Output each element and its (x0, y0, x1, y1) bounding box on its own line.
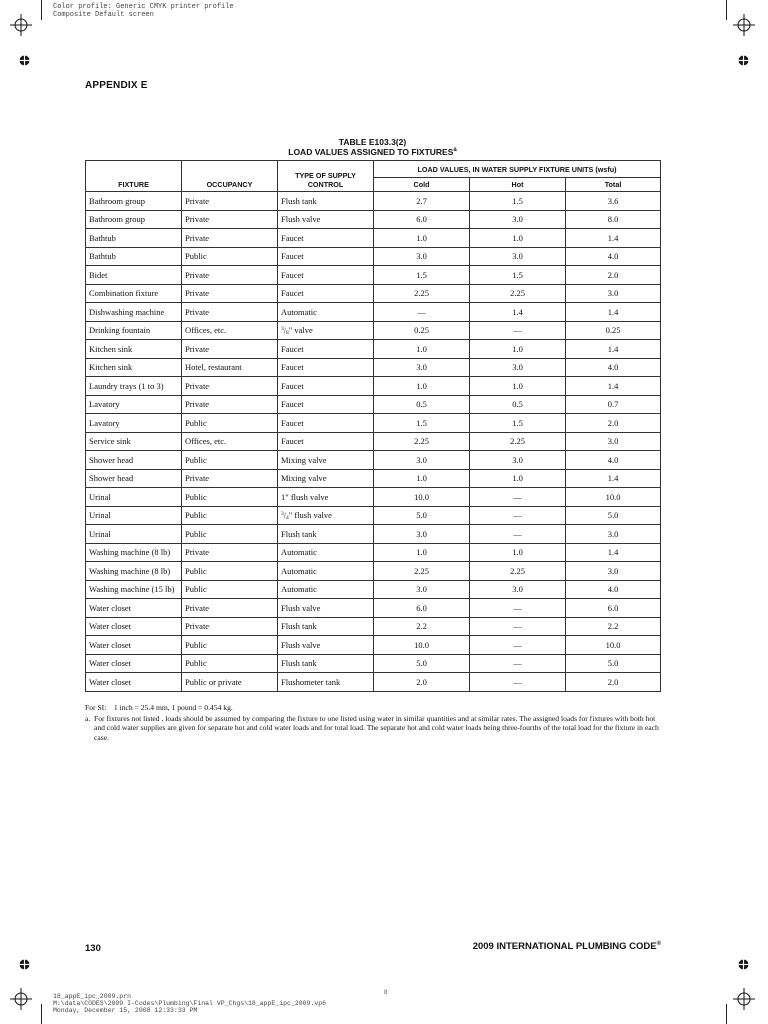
supply-control-cell: Flush valve (278, 210, 374, 229)
total-load-cell: 2.2 (566, 617, 661, 636)
hot-load-cell: 2.25 (470, 562, 566, 581)
supply-control-cell: Flush tank (278, 654, 374, 673)
table-row (86, 432, 661, 451)
cold-load-cell: 5.0 (374, 654, 470, 673)
hot-load-cell: 2.25 (470, 432, 566, 451)
occupancy-cell: Private (182, 266, 278, 285)
table-notes (85, 703, 665, 742)
total-load-cell: 0.7 (566, 395, 661, 414)
hot-load-cell: 1.0 (470, 543, 566, 562)
footnote-a-label: a. (85, 713, 91, 723)
fraction-denominator: 4 (285, 514, 289, 521)
total-load-cell: 4.0 (566, 580, 661, 599)
total-load-cell: 4.0 (566, 358, 661, 377)
occupancy-cell: Offices, etc. (182, 432, 278, 451)
print-file-line: M:\data\CODES\2009 I-Codes\Plumbing\Final VP_Chgs\18_appE_ipc_2009.vp6 (53, 1000, 327, 1007)
fixture-cell: Bathtub (86, 229, 182, 248)
table-row (86, 340, 661, 359)
total-load-cell: 2.0 (566, 673, 661, 692)
crop-mark (726, 0, 727, 20)
cold-load-cell: 2.0 (374, 673, 470, 692)
cold-load-cell: 0.25 (374, 321, 470, 340)
cold-load-cell: 3.0 (374, 451, 470, 470)
cold-load-cell: 1.0 (374, 340, 470, 359)
cold-load-cell: 1.5 (374, 414, 470, 433)
hot-load-cell: — (470, 525, 566, 544)
cold-load-cell: 1.0 (374, 377, 470, 396)
total-load-cell: 6.0 (566, 599, 661, 618)
cold-load-cell: 6.0 (374, 210, 470, 229)
hot-load-cell: 1.4 (470, 303, 566, 322)
fraction-denominator: 8 (285, 329, 289, 336)
table-row (86, 210, 661, 229)
total-load-cell: 1.4 (566, 469, 661, 488)
cold-load-cell: 3.0 (374, 525, 470, 544)
table-row (86, 303, 661, 322)
registered-mark: ® (656, 941, 661, 947)
fixture-cell: Urinal (86, 506, 182, 525)
occupancy-cell: Private (182, 395, 278, 414)
target-mark-icon (737, 958, 750, 971)
supply-control-cell: Faucet (278, 340, 374, 359)
occupancy-cell: Private (182, 229, 278, 248)
table-row (86, 395, 661, 414)
total-load-cell: 2.0 (566, 266, 661, 285)
cold-load-cell: 1.5 (374, 266, 470, 285)
fraction-numerator: 3 (281, 510, 284, 517)
table-row (86, 414, 661, 433)
supply-control-cell: Automatic (278, 543, 374, 562)
cold-load-cell: 2.25 (374, 432, 470, 451)
hot-load-cell: 3.0 (470, 451, 566, 470)
supply-control-cell: Flush tank (278, 525, 374, 544)
hot-load-cell: — (470, 673, 566, 692)
hot-load-cell: 3.0 (470, 210, 566, 229)
table-row (86, 358, 661, 377)
cold-load-cell: 2.25 (374, 562, 470, 581)
occupancy-cell: Public (182, 451, 278, 470)
occupancy-cell: Public (182, 247, 278, 266)
occupancy-cell: Public or private (182, 673, 278, 692)
fraction-slash: / (283, 510, 286, 520)
table-row (86, 247, 661, 266)
supply-control-cell: Mixing valve (278, 451, 374, 470)
fixture-cell: Urinal (86, 525, 182, 544)
hot-load-cell: 0.5 (470, 395, 566, 414)
print-profile-line: Composite Default screen (53, 11, 154, 19)
supply-control-cell: Mixing valve (278, 469, 374, 488)
page-number: 130 (85, 943, 101, 954)
registration-mark-icon (10, 988, 32, 1010)
fixture-cell: Shower head (86, 451, 182, 470)
cold-load-cell: 6.0 (374, 599, 470, 618)
total-load-cell: 3.0 (566, 562, 661, 581)
occupancy-cell: Private (182, 284, 278, 303)
load-values-table (85, 160, 661, 692)
supply-control-cell: Automatic (278, 303, 374, 322)
total-load-cell: 1.4 (566, 377, 661, 396)
total-load-cell: 1.4 (566, 303, 661, 322)
cold-load-cell: 0.5 (374, 395, 470, 414)
total-load-cell: 1.4 (566, 543, 661, 562)
hot-load-cell: 1.5 (470, 266, 566, 285)
fixture-cell: Urinal (86, 488, 182, 507)
fixture-cell: Water closet (86, 673, 182, 692)
table-row (86, 377, 661, 396)
table-title-footnote-mark: a (453, 147, 457, 154)
supply-control-cell (278, 321, 374, 340)
fixture-cell: Bathtub (86, 247, 182, 266)
supply-control-cell: Flushometer tank (278, 673, 374, 692)
total-load-cell: 10.0 (566, 636, 661, 655)
total-load-cell: 4.0 (566, 247, 661, 266)
total-load-cell: 3.0 (566, 525, 661, 544)
occupancy-cell: Private (182, 599, 278, 618)
footnote-a (85, 714, 665, 743)
fixture-cell: Bathroom group (86, 192, 182, 211)
total-load-cell: 3.0 (566, 432, 661, 451)
table-row (86, 617, 661, 636)
table-row (86, 488, 661, 507)
fraction-numerator: 3 (281, 325, 284, 332)
fraction-slash: / (283, 325, 286, 335)
print-file-line: Monday, December 15, 2008 12:33:33 PM (53, 1007, 198, 1014)
cold-load-cell: 3.0 (374, 358, 470, 377)
cold-load-cell: 3.0 (374, 247, 470, 266)
hot-load-cell: 1.5 (470, 414, 566, 433)
occupancy-cell: Private (182, 303, 278, 322)
total-load-cell: 1.4 (566, 340, 661, 359)
fixture-cell: Bathroom group (86, 210, 182, 229)
supply-control-cell: Faucet (278, 229, 374, 248)
occupancy-cell: Hotel, restaurant (182, 358, 278, 377)
column-header-occupancy: OCCUPANCY (182, 161, 278, 192)
fixture-cell: Washing machine (15 lb) (86, 580, 182, 599)
column-header-supply-control: TYPE OF SUPPLY CONTROL (278, 161, 374, 192)
occupancy-cell: Public (182, 636, 278, 655)
print-profile-info (53, 3, 234, 19)
occupancy-cell: Private (182, 543, 278, 562)
table-title-text: LOAD VALUES ASSIGNED TO FIXTURES (288, 147, 454, 157)
occupancy-cell: Public (182, 414, 278, 433)
occupancy-cell: Private (182, 377, 278, 396)
fixture-cell: Lavatory (86, 395, 182, 414)
occupancy-cell: Public (182, 562, 278, 581)
hot-load-cell: — (470, 617, 566, 636)
table-row (86, 266, 661, 285)
occupancy-cell: Private (182, 340, 278, 359)
crop-mark (41, 1004, 42, 1024)
table-row (86, 636, 661, 655)
hot-load-cell: 2.25 (470, 284, 566, 303)
supply-control-cell: Faucet (278, 358, 374, 377)
total-load-cell: 3.0 (566, 284, 661, 303)
print-file-line: 18_appE_ipc_2009.prn (53, 993, 132, 1000)
fixture-cell: Water closet (86, 636, 182, 655)
column-group-load-values: LOAD VALUES, IN WATER SUPPLY FIXTURE UNITS (wsfu) (374, 161, 661, 178)
total-load-cell: 0.25 (566, 321, 661, 340)
supply-control-cell: Faucet (278, 284, 374, 303)
table-row (86, 562, 661, 581)
table-number: TABLE E103.3(2) (338, 137, 407, 147)
fraction-suffix: " valve (288, 324, 313, 335)
footnote-a-text: For fixtures not listed , loads should be assumed by comparing the fixture to one listed using water in similar quantities and at similar rates. The assigned loads for fixtures with both hot and cold water supplies are given for separate hot and cold water loads and for total load. The separate hot and cold water loads being three-fourths of the total load for the fixture in each case. (94, 713, 659, 742)
total-load-cell: 3.6 (566, 192, 661, 211)
fixture-cell: Shower head (86, 469, 182, 488)
fixture-cell: Kitchen sink (86, 340, 182, 359)
total-load-cell: 8.0 (566, 210, 661, 229)
cold-load-cell: 3.0 (374, 580, 470, 599)
fixture-cell: Washing machine (8 lb) (86, 562, 182, 581)
cold-load-cell: 2.2 (374, 617, 470, 636)
table-body (86, 192, 661, 692)
registration-mark-icon (733, 14, 755, 36)
occupancy-cell: Public (182, 580, 278, 599)
occupancy-cell: Public (182, 654, 278, 673)
table-row (86, 599, 661, 618)
hot-load-cell: — (470, 488, 566, 507)
cold-load-cell: 1.0 (374, 543, 470, 562)
fixture-cell: Drinking fountain (86, 321, 182, 340)
occupancy-cell: Private (182, 469, 278, 488)
target-mark-icon (737, 54, 750, 67)
supply-control-cell: Faucet (278, 432, 374, 451)
hot-load-cell: 1.0 (470, 469, 566, 488)
hot-load-cell: — (470, 636, 566, 655)
table-row (86, 469, 661, 488)
code-title-text: 2009 INTERNATIONAL PLUMBING CODE (472, 941, 657, 953)
supply-control-cell: Flush valve (278, 599, 374, 618)
table-row (86, 284, 661, 303)
hot-load-cell: — (470, 321, 566, 340)
total-load-cell: 1.4 (566, 229, 661, 248)
hot-load-cell: 3.0 (470, 358, 566, 377)
fixture-cell: Dishwashing machine (86, 303, 182, 322)
appendix-heading: APPENDIX E (85, 80, 148, 91)
table-row (86, 580, 661, 599)
hot-load-cell: — (470, 506, 566, 525)
registration-mark-icon (733, 988, 755, 1010)
cold-load-cell: 1.0 (374, 469, 470, 488)
supply-control-cell: Faucet (278, 414, 374, 433)
hot-load-cell: — (470, 599, 566, 618)
fixture-cell: Kitchen sink (86, 358, 182, 377)
supply-control-cell: Flush tank (278, 192, 374, 211)
table-row (86, 673, 661, 692)
cold-load-cell: 1.0 (374, 229, 470, 248)
crop-mark (726, 1004, 727, 1024)
total-load-cell: 2.0 (566, 414, 661, 433)
supply-control-cell: Flush tank (278, 617, 374, 636)
cold-load-cell: 2.7 (374, 192, 470, 211)
occupancy-cell: Public (182, 488, 278, 507)
table-row (86, 192, 661, 211)
hot-load-cell: — (470, 654, 566, 673)
total-load-cell: 10.0 (566, 488, 661, 507)
hot-load-cell: 1.0 (470, 340, 566, 359)
table-row (86, 525, 661, 544)
total-load-cell: 5.0 (566, 506, 661, 525)
print-page-mark: 8 (384, 990, 388, 996)
fixture-cell: Water closet (86, 599, 182, 618)
cold-load-cell: 10.0 (374, 636, 470, 655)
table-row (86, 543, 661, 562)
cold-load-cell: 2.25 (374, 284, 470, 303)
print-file-info (53, 993, 326, 1014)
supply-control-cell: Faucet (278, 395, 374, 414)
fixture-cell: Water closet (86, 654, 182, 673)
table-row (86, 654, 661, 673)
crop-mark (41, 0, 42, 20)
total-load-cell: 4.0 (566, 451, 661, 470)
occupancy-cell: Private (182, 617, 278, 636)
supply-control-cell: Faucet (278, 247, 374, 266)
fixture-cell: Service sink (86, 432, 182, 451)
column-header-fixture: FIXTURE (86, 161, 182, 192)
column-header-hot: Hot (470, 178, 566, 192)
supply-control-cell: Faucet (278, 266, 374, 285)
hot-load-cell: 3.0 (470, 580, 566, 599)
column-header-cold: Cold (374, 178, 470, 192)
supply-control-cell: Flush valve (278, 636, 374, 655)
target-mark-icon (18, 958, 31, 971)
cold-load-cell: 10.0 (374, 488, 470, 507)
table-row (86, 506, 661, 525)
fixture-cell: Water closet (86, 617, 182, 636)
cold-load-cell: — (374, 303, 470, 322)
hot-load-cell: 1.0 (470, 229, 566, 248)
occupancy-cell: Private (182, 210, 278, 229)
hot-load-cell: 1.5 (470, 192, 566, 211)
cold-load-cell: 5.0 (374, 506, 470, 525)
code-title (473, 941, 661, 952)
table-title (85, 147, 660, 157)
fixture-cell: Combination fixture (86, 284, 182, 303)
supply-control-cell: Automatic (278, 562, 374, 581)
table-row (86, 451, 661, 470)
occupancy-cell: Private (182, 192, 278, 211)
table-row (86, 229, 661, 248)
target-mark-icon (18, 54, 31, 67)
column-header-total: Total (566, 178, 661, 192)
fixture-cell: Lavatory (86, 414, 182, 433)
print-profile-line: Color profile: Generic CMYK printer profile (53, 3, 234, 11)
supply-control-cell: 1" flush valve (278, 488, 374, 507)
supply-control-cell (278, 506, 374, 525)
table-row (86, 321, 661, 340)
hot-load-cell: 1.0 (470, 377, 566, 396)
fraction-suffix: " flush valve (288, 509, 332, 520)
supply-control-cell: Faucet (278, 377, 374, 396)
supply-control-cell: Automatic (278, 580, 374, 599)
si-conversion-note: For SI: 1 inch = 25.4 mm, 1 pound = 0.454 kg. (85, 703, 233, 712)
fixture-cell: Washing machine (8 lb) (86, 543, 182, 562)
occupancy-cell: Public (182, 506, 278, 525)
registration-mark-icon (10, 14, 32, 36)
hot-load-cell: 3.0 (470, 247, 566, 266)
occupancy-cell: Public (182, 525, 278, 544)
occupancy-cell: Offices, etc. (182, 321, 278, 340)
fixture-cell: Laundry trays (1 to 3) (86, 377, 182, 396)
total-load-cell: 5.0 (566, 654, 661, 673)
fixture-cell: Bidet (86, 266, 182, 285)
